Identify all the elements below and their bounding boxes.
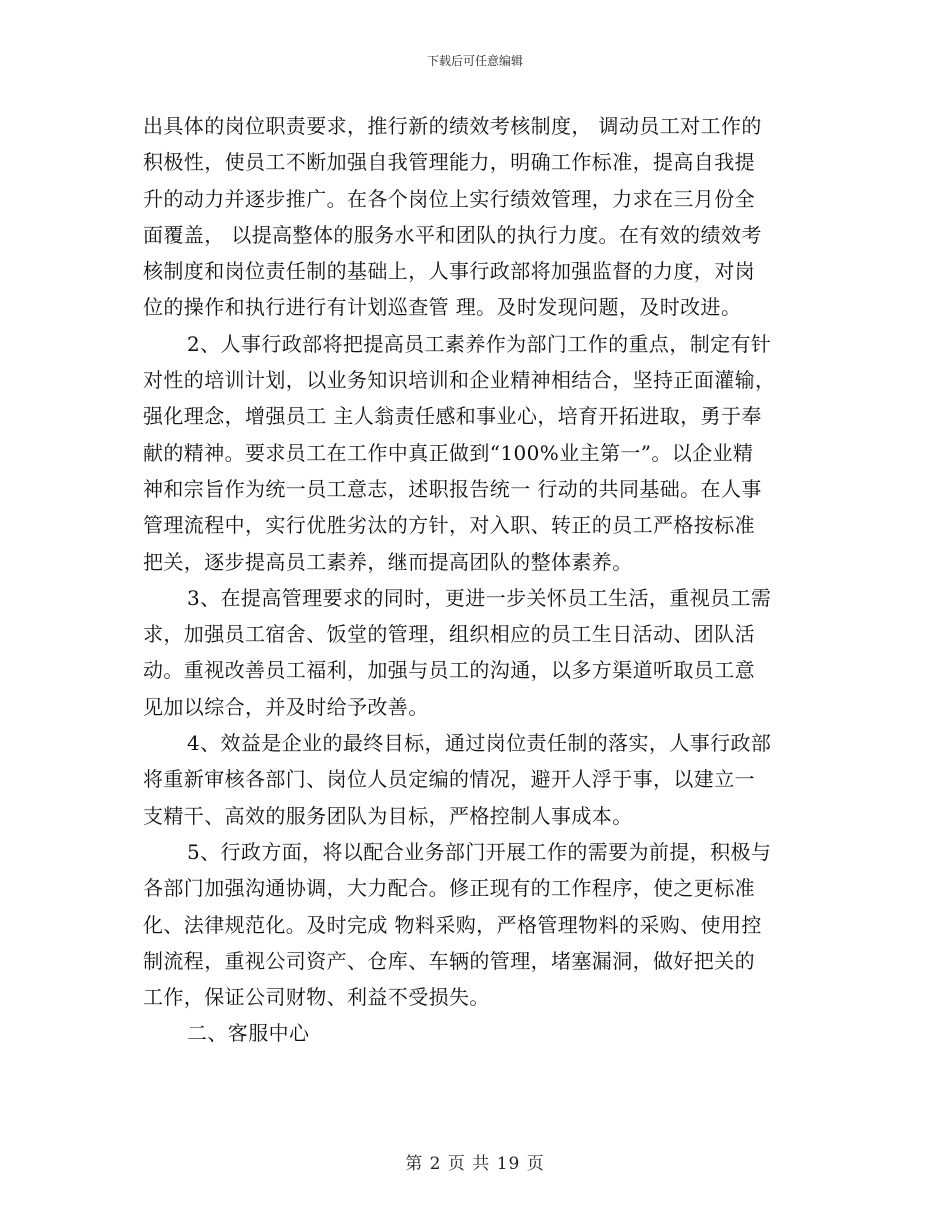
body-line: 对性的培训计划，以业务知识培训和企业精神相结合，坚持正面灌输， [143, 368, 776, 393]
paragraph-4-start: 4、效益是企业的最终目标，通过岗位责任制的落实，人事行政部 [187, 731, 772, 756]
body-line: 面覆盖， 以提高整体的服务水平和团队的执行力度。在有效的绩效考 [143, 222, 762, 247]
body-line: 神和宗旨作为统一员工意志，述职报告统一 行动的共同基础。在人事 [143, 476, 762, 501]
body-line: 将重新审核各部门、岗位人员定编的情况，避开人浮于事，以建立一 [143, 767, 755, 792]
body-line: 动。重视改善员工福利，加强与员工的沟通，以多方渠道听取员工意 [143, 658, 755, 683]
body-line: 积极性，使员工不断加强自我管理能力，明确工作标准，提高自我提 [143, 150, 755, 175]
paragraph-2-start: 2、人事行政部将把提高员工素养作为部门工作的重点，制定有针 [187, 331, 772, 356]
page-number-footer: 第 2 页 共 19 页 [405, 1154, 545, 1174]
page-header: 下载后可任意编辑 [426, 54, 523, 68]
body-line: 管理流程中，实行优胜劣汰的方针，对入职、转正的员工严格按标准 [143, 513, 755, 538]
body-line: 升的动力并逐步推广。在各个岗位上实行绩效管理，力求在三月份全 [143, 186, 755, 211]
body-line: 求，加强员工宿舍、饭堂的管理，组织相应的员工生日活动、团队活 [143, 622, 755, 647]
document-body [143, 108, 807, 1052]
body-line: 见加以综合，并及时给予改善。 [143, 694, 429, 719]
body-line: 出具体的岗位职责要求，推行新的绩效考核制度， 调动员工对工作的 [143, 114, 762, 138]
paragraph-5-start: 5、行政方面，将以配合业务部门开展工作的需要为前提，积极与 [187, 839, 772, 864]
body-line: 各部门加强沟通协调，大力配合。修正现有的工作程序，使之更标准 [143, 876, 755, 901]
body-line: 工作，保证公司财物、利益不受损失。 [143, 985, 490, 1010]
section-heading: 二、客服中心 [187, 1021, 310, 1046]
paragraph-3-start: 3、在提高管理要求的同时，更进一步关怀员工生活，重视员工需 [187, 585, 772, 610]
body-line: 强化理念，增强员工 主人翁责任感和事业心，培育开拓进取，勇于奉 [143, 404, 762, 429]
body-line: 化、法律规范化。及时完成 物料采购，严格管理物料的采购、使用控 [143, 912, 762, 937]
body-line: 制流程，重视公司资产、仓库、车辆的管理，堵塞漏洞，做好把关的 [143, 948, 755, 973]
body-line: 支精干、高效的服务团队为目标，严格控制人事成本。 [143, 803, 633, 828]
body-line: 位的操作和执行进行有计划巡查管 理。及时发现问题，及时改进。 [143, 295, 742, 320]
body-line: 把关，逐步提高员工素养，继而提高团队的整体素养。 [143, 549, 633, 574]
body-line: 献的精神。要求员工在工作中真正做到“100%业主第一”。以企业精 [143, 440, 754, 465]
body-line: 核制度和岗位责任制的基础上，人事行政部将加强监督的力度，对岗 [143, 259, 755, 284]
